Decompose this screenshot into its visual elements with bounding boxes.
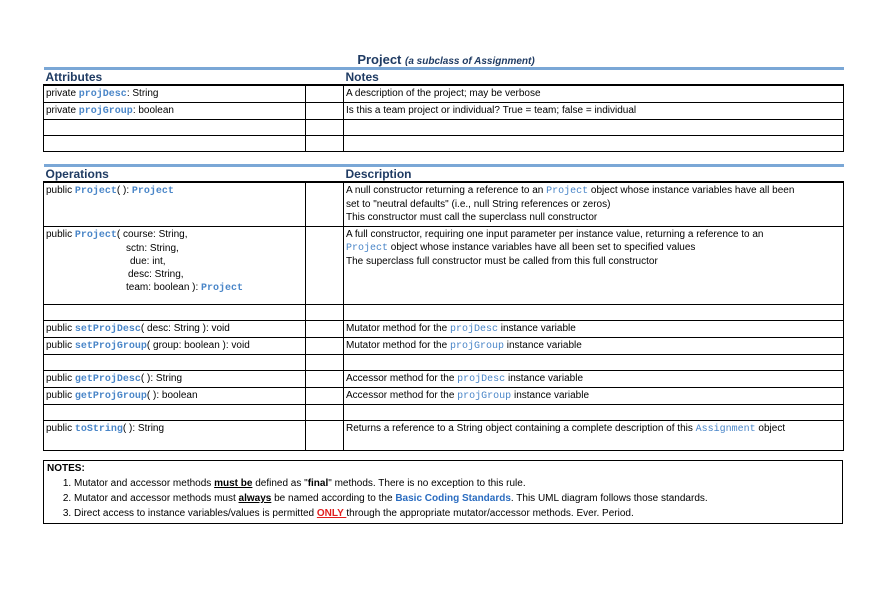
attribute-note: A description of the project; may be verbose — [344, 85, 844, 103]
table-row — [44, 182, 844, 227]
attribute-signature: private projGroup: boolean — [44, 103, 306, 120]
table-row — [44, 388, 844, 405]
table-row — [44, 103, 844, 120]
class-name: Project — [357, 52, 402, 67]
page-title — [0, 52, 892, 67]
list-item: 1. Mutator and accessor methods must be defined as "final" methods. There is no exception to this rule. — [74, 476, 842, 491]
operation-signature: public setProjDesc( desc: String ): void — [44, 321, 306, 338]
notes-list — [44, 476, 842, 521]
table-row — [44, 338, 844, 355]
attribute-note: Is this a team project or individual? True = team; false = individual — [344, 103, 844, 120]
attributes-table — [43, 67, 844, 152]
operations-header: Operations — [44, 167, 344, 182]
table-row — [44, 136, 844, 152]
notes-heading: NOTES: — [47, 463, 85, 474]
table-row — [44, 405, 844, 421]
operation-signature: public setProjGroup( group: boolean ): void — [44, 338, 306, 355]
table-row — [44, 305, 844, 321]
operation-signature: public getProjDesc( ): String — [44, 371, 306, 388]
attributes-header: Attributes — [44, 70, 344, 85]
table-row — [44, 120, 844, 136]
description-header: Description — [344, 167, 844, 182]
operation-signature: public Project( course: String, sctn: String, due: int, desc: String, team: boolean ): Project — [44, 227, 306, 305]
operation-signature: public Project( ): Project — [44, 182, 306, 227]
operation-signature: public getProjGroup( ): boolean — [44, 388, 306, 405]
list-item: 3. Direct access to instance variables/values is permitted ONLY through the appropriate mutator/accessor methods. Ever. Period. — [74, 506, 842, 521]
table-row — [44, 355, 844, 371]
operation-description: Accessor method for the projGroup instance variable — [344, 388, 844, 405]
operation-description: Returns a reference to a String object containing a complete description of this Assignment object — [344, 421, 844, 451]
table-row — [44, 321, 844, 338]
operations-table — [43, 164, 844, 451]
table-row — [44, 85, 844, 103]
operation-description: Accessor method for the projDesc instance variable — [344, 371, 844, 388]
table-row — [44, 227, 844, 305]
list-item: 2. Mutator and accessor methods must always be named according to the Basic Coding Standards. This UML diagram follows those standards. — [74, 491, 842, 506]
class-subtitle: (a subclass of Assignment) — [405, 56, 535, 67]
notes-box — [43, 460, 843, 524]
operation-description: A null constructor returning a reference to an Project object whose instance variables have all been set to "neutral defaults" (i.e., null String references or zeros) This constructor must call the superclass null constructor — [344, 182, 844, 227]
operation-signature: public toString( ): String — [44, 421, 306, 451]
table-row — [44, 421, 844, 451]
notes-header: Notes — [344, 70, 844, 85]
operation-description: Mutator method for the projGroup instance variable — [344, 338, 844, 355]
operation-description: Mutator method for the projDesc instance variable — [344, 321, 844, 338]
attribute-signature: private projDesc: String — [44, 85, 306, 103]
operation-description: A full constructor, requiring one input parameter per instance value, returning a reference to an Project object whose instance variables have all been set to specified values The superclass full constructor must be called from this full constructor — [344, 227, 844, 305]
table-row — [44, 371, 844, 388]
